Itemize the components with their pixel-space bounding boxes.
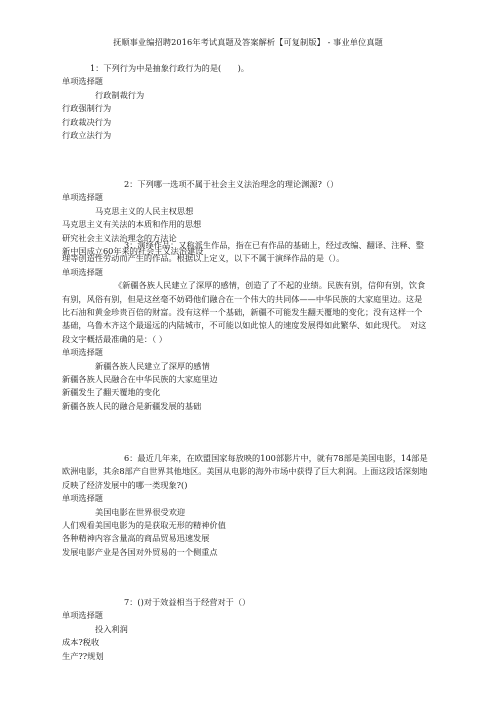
- option: 各种精神内容含量高的商品贸易迅速发展: [62, 533, 210, 544]
- option: 新疆各族人民建立了深厚的感情: [95, 360, 210, 371]
- option: 新疆各族人民的融合是新疆发展的基础: [62, 400, 202, 411]
- option: 投入利润: [95, 623, 128, 634]
- question-type: 单项选择题: [62, 76, 103, 87]
- option: 马克思主义有关法的本质和作用的思想: [62, 219, 202, 230]
- question-stem: 7：()对于效益相当于经营对于（）: [124, 597, 251, 607]
- option: 发展电影产业是各国对外贸易的一个侧重点: [62, 546, 218, 557]
- option: 生产??规划: [62, 650, 104, 661]
- option: 行政立法行为: [62, 130, 112, 141]
- option: 美国电影在世界很受欢迎: [95, 506, 186, 517]
- question-stem: 3：演绎作品：又称派生作品，指在已有作品的基础上，经过改编、翻译、注释、整理等创造性劳动而产生的作品。根据以上定义，以下不属于演绎作品的是（）。: [62, 240, 424, 264]
- question-type: 单项选择题: [62, 610, 103, 621]
- question-type: 单项选择题: [62, 266, 103, 277]
- option: 新疆各族人民融合在中华民族的大家庭里边: [62, 374, 218, 385]
- question-1: [62, 62, 428, 142]
- option: 行政制裁行为: [95, 89, 145, 100]
- option: 行政裁决行为: [62, 116, 112, 127]
- option: 马克思主义的人民主权思想: [95, 205, 194, 216]
- option: 成本?税收: [62, 637, 100, 648]
- question-stem: 2：下列哪一选项不属于社会主义法治理念的理论渊源?（）: [124, 179, 339, 189]
- option: 人们观看美国电影为的是获取无形的精神价值: [62, 520, 226, 531]
- option: 新疆发生了翻天覆地的变化: [62, 387, 161, 398]
- reading-passage: 《新疆各族人民建立了深厚的感情，创造了了不起的业绩。民族有别，信仰有别，饮食有别，风俗有别，但是这丝毫不妨碍他们融合在一个伟大的共同体——中华民族的大家庭里边。这是比石油和黄金珍贵百倍的财富。没有这样一个基础，新疆不可能发生翻天覆地的变化；没有这样一个基础，乌鲁木齐这个最遥远的内陆城市，不可能以如此惊人的速度发展得如此繁华、如此现代。 对这段文字概括最准确的是：（ ）: [62, 280, 427, 344]
- page-title: 抚顺事业编招聘2016年考试真题及答案解析【可复制版】 - 事业单位真题: [113, 37, 383, 47]
- question-6: [62, 452, 428, 559]
- question-stem: 6：最近几年来，在欧盟国家每放映的100部影片中，就有78部是美国电影，14部是欧洲电影，其余8部产自世界其他地区。美国从电影的海外市场中获得了巨大利润。上面这段话深刻地反映了经济发展中的哪一类现象?(): [62, 453, 428, 490]
- option: 新中国成立60年来的社会主义法治建设: [62, 246, 204, 257]
- question-type: 单项选择题: [62, 493, 103, 504]
- option: 研究社会主义法治理念的方法论: [62, 232, 177, 243]
- question-7: [62, 596, 428, 663]
- question-3: [62, 239, 428, 413]
- option: 行政强制行为: [62, 103, 112, 114]
- question-type: 单项选择题: [62, 192, 103, 203]
- question-type: 单项选择题: [62, 347, 103, 358]
- question-stem: 1：下列行为中是抽象行政行为的是( )。: [90, 63, 249, 73]
